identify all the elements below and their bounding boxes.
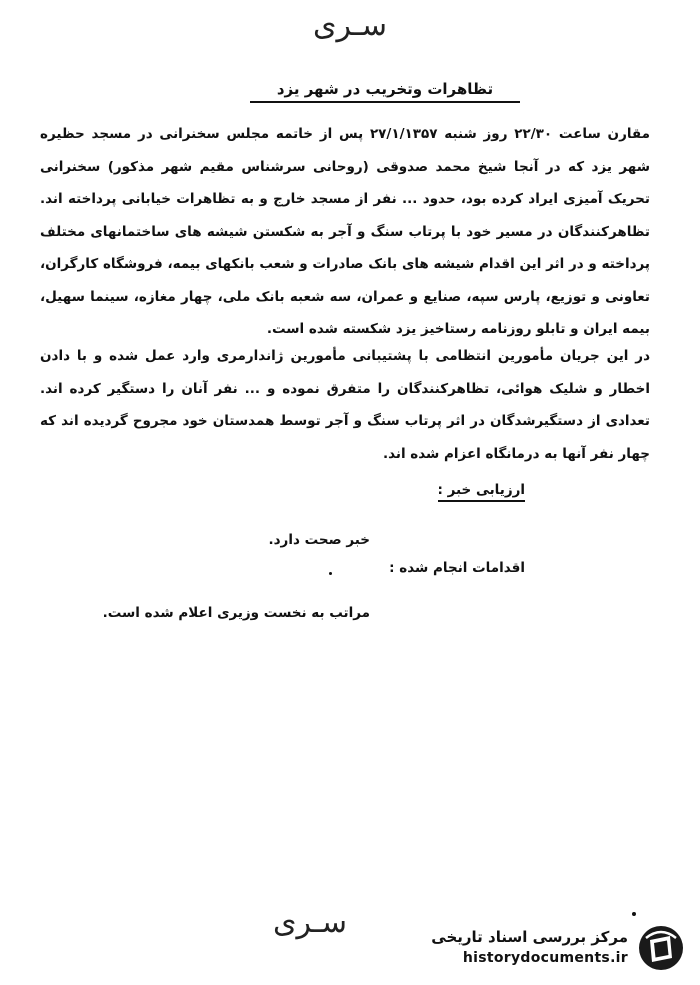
actions-label: اقدامات انجام شده : — [389, 560, 525, 576]
watermark-persian-text: مرکز بررسی اسناد تاریخی — [431, 928, 628, 946]
classification-header: سـری — [313, 8, 387, 43]
watermark — [430, 922, 692, 974]
watermark-url: historydocuments.ir — [462, 950, 628, 966]
evaluation-label: ارزیابی خبر : — [438, 482, 525, 502]
archive-logo-icon — [636, 924, 686, 972]
report-paragraph-1: مقارن ساعت ۲۲/۳۰ روز شنبه ۲۷/۱/۱۳۵۷ پس از خاتمه مجلس سخنرانی در مسجد حظیره شهر یزد که در آنجا شیخ محمد صدوقی (روحانی سرشناس مقیم شهر مذکور) سخنرانی تحریک آمیزی ایراد کرده بود، حدود ... نفر از مسجد خارج و به تظاهرات خیابانی پرداخته اند. تظاهرکنندگان در مسیر خود با پرتاب سنگ و آجر به شکستن شیشه های ساختمانهای مختلف پرداخته و در اثر این اقدام شیشه های بانک صادرات و شعب بانکهای بیمه، فروشگاه کارگران، تعاونی و توزیع، پارس سپه، صنایع و عمران، سه شعبه بانک ملی، چهار مغازه، سینما سهیل، بیمه ایران و تابلو روزنامه رستاخیز یزد شکسته شده است. — [40, 126, 650, 337]
classification-footer: سـری — [273, 905, 347, 940]
ink-mark — [329, 572, 332, 575]
evaluation-value: خبر صحت دارد. — [268, 532, 370, 548]
report-paragraph-2: در این جریان مأمورین انتظامی با پشتیبانی مأمورین ژاندارمری وارد عمل شده و با دادن اخطار و شلیک هوائی، تظاهرکنندگان را متفرق نموده و ... نفر آنان را دستگیر کرده اند. تعدادی از دستگیرشدگان در اثر پرتاب سنگ و آجر توسط همدستان خود مجروح گردیده اند که چهار نفر آنها به درمانگاه اعزام شده اند. — [40, 348, 650, 462]
document-title: تظاهرات وتخریب در شهر یزد — [250, 80, 520, 103]
actions-value: مراتب به نخست وزیری اعلام شده است. — [102, 605, 370, 621]
